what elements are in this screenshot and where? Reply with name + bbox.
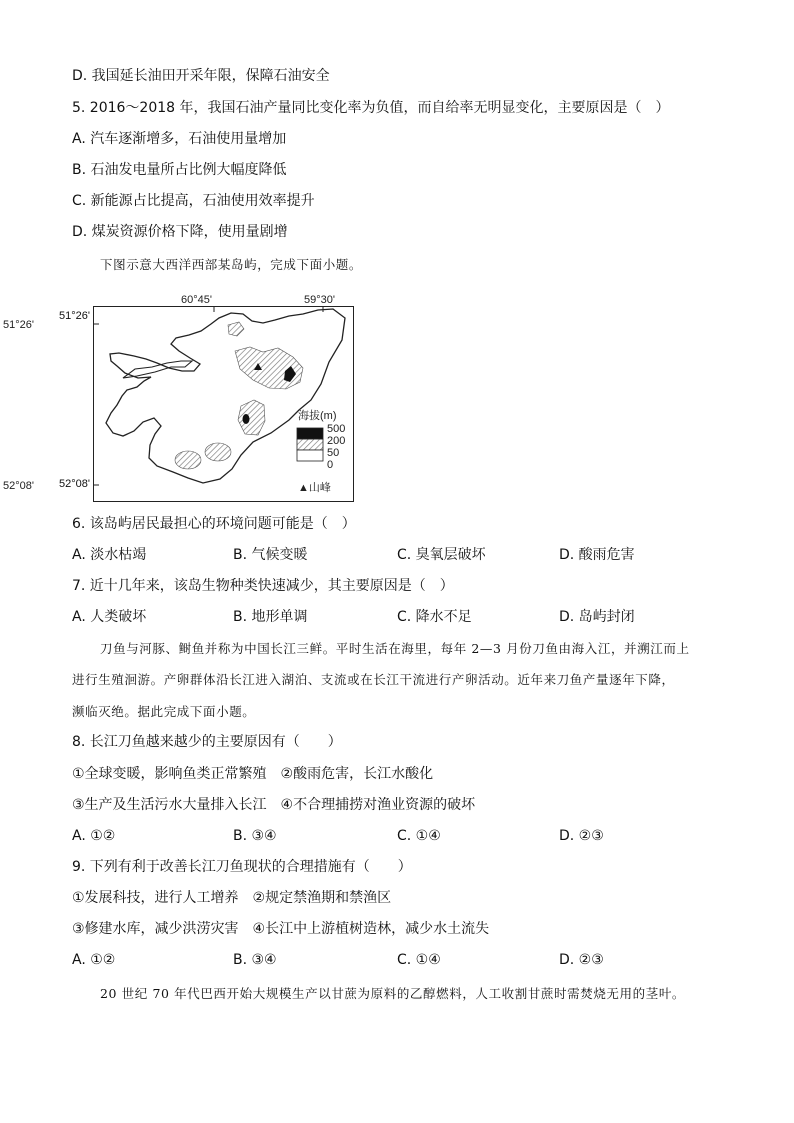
brazil-passage: 20 世纪 70 年代巴西开始大规模生产以甘蔗为原料的乙醇燃料，人工收割甘蔗时需焚烧无用的茎叶。 <box>100 986 686 1001</box>
legend-level: 500 <box>327 423 346 435</box>
island-map <box>3 292 355 506</box>
q4-option-d: D. 我国延长油田开采年限，保障石油安全 <box>72 68 330 84</box>
q7-option-a: A. 人类破坏 <box>72 609 147 625</box>
legend-level: 200 <box>327 435 346 447</box>
fish-passage-line3: 濒临灭绝。据此完成下面小题。 <box>72 704 256 719</box>
question-5: 5. 2016～2018 年，我国石油产量同比变化率为负值，而自给率无明显变化，主要原因是（ ） <box>72 100 670 116</box>
q6-option-a: A. 淡水枯竭 <box>72 547 147 563</box>
question-6: 6. 该岛屿居民最担心的环境问题可能是（ ） <box>72 516 356 532</box>
q5-option-a: A. 汽车逐渐增多，石油使用量增加 <box>72 131 287 147</box>
legend-level: 0 <box>327 459 334 471</box>
map-intro: 下图示意大西洋西部某岛屿，完成下面小题。 <box>100 257 363 272</box>
q8-option-c: C. ①④ <box>397 828 441 844</box>
question-9: 9. 下列有利于改善长江刀鱼现状的合理措施有（ ） <box>72 859 412 875</box>
legend-level: 50 <box>327 447 340 459</box>
q6-option-b: B. 气候变暖 <box>233 547 308 563</box>
q6-option-c: C. 臭氧层破坏 <box>397 547 486 563</box>
lat-bottom-label: 52°08' <box>3 480 34 492</box>
q8-option-a: A. ①② <box>72 828 116 844</box>
q9-statements-2: ③修建水库，减少洪涝灾害 ④长江中上游植树造林，减少水土流失 <box>72 921 490 937</box>
q8-option-d: D. ②③ <box>559 828 604 844</box>
map-frame <box>94 307 354 502</box>
lat-top-label: 51°26' <box>3 319 34 331</box>
q7-option-d: D. 岛屿封闭 <box>559 609 635 625</box>
q7-option-b: B. 地形单调 <box>233 609 308 625</box>
q9-statements-1: ①发展科技，进行人工增养 ②规定禁渔期和禁渔区 <box>72 890 392 906</box>
q5-option-c: C. 新能源占比提高，石油使用效率提升 <box>72 193 315 209</box>
question-7: 7. 近十几年来，该岛生物种类快速减少，其主要原因是（ ） <box>72 578 454 594</box>
q8-option-b: B. ③④ <box>233 828 277 844</box>
q8-statements-1: ①全球变暖，影响鱼类正常繁殖 ②酸雨危害，长江水酸化 <box>72 766 434 782</box>
q5-option-d: D. 煤炭资源价格下降，使用量剧增 <box>72 224 288 240</box>
q9-option-b: B. ③④ <box>233 952 277 968</box>
lon-left-label: 60°45' <box>181 294 212 306</box>
lon-right-label: 59°30' <box>304 294 335 306</box>
q9-option-c: C. ①④ <box>397 952 441 968</box>
q8-statements-2: ③生产及生活污水大量排入长江 ④不合理捕捞对渔业资源的破坏 <box>72 797 476 813</box>
legend-title: 海拔(m) <box>298 410 337 422</box>
q9-option-a: A. ①② <box>72 952 116 968</box>
lat-bottom-text: 52°08' <box>59 478 90 490</box>
fish-passage-line1: 刀鱼与河豚、鲥鱼并称为中国长江三鲜。平时生活在海里，每年 2—3 月份刀鱼由海入江，并溯江而上 <box>100 641 690 656</box>
legend-peak: ▲山峰 <box>298 482 331 494</box>
question-8: 8. 长江刀鱼越来越少的主要原因有（ ） <box>72 734 342 750</box>
q5-option-b: B. 石油发电量所占比例大幅度降低 <box>72 162 287 178</box>
q6-option-d: D. 酸雨危害 <box>559 547 635 563</box>
fish-passage-line2: 进行生殖洄游。产卵群体沿长江进入湖泊、支流或在长江干流进行产卵活动。近年来刀鱼产量逐年下降， <box>72 672 675 687</box>
q7-option-c: C. 降水不足 <box>397 609 472 625</box>
q9-option-d: D. ②③ <box>559 952 604 968</box>
lat-top-text: 51°26' <box>59 310 90 322</box>
